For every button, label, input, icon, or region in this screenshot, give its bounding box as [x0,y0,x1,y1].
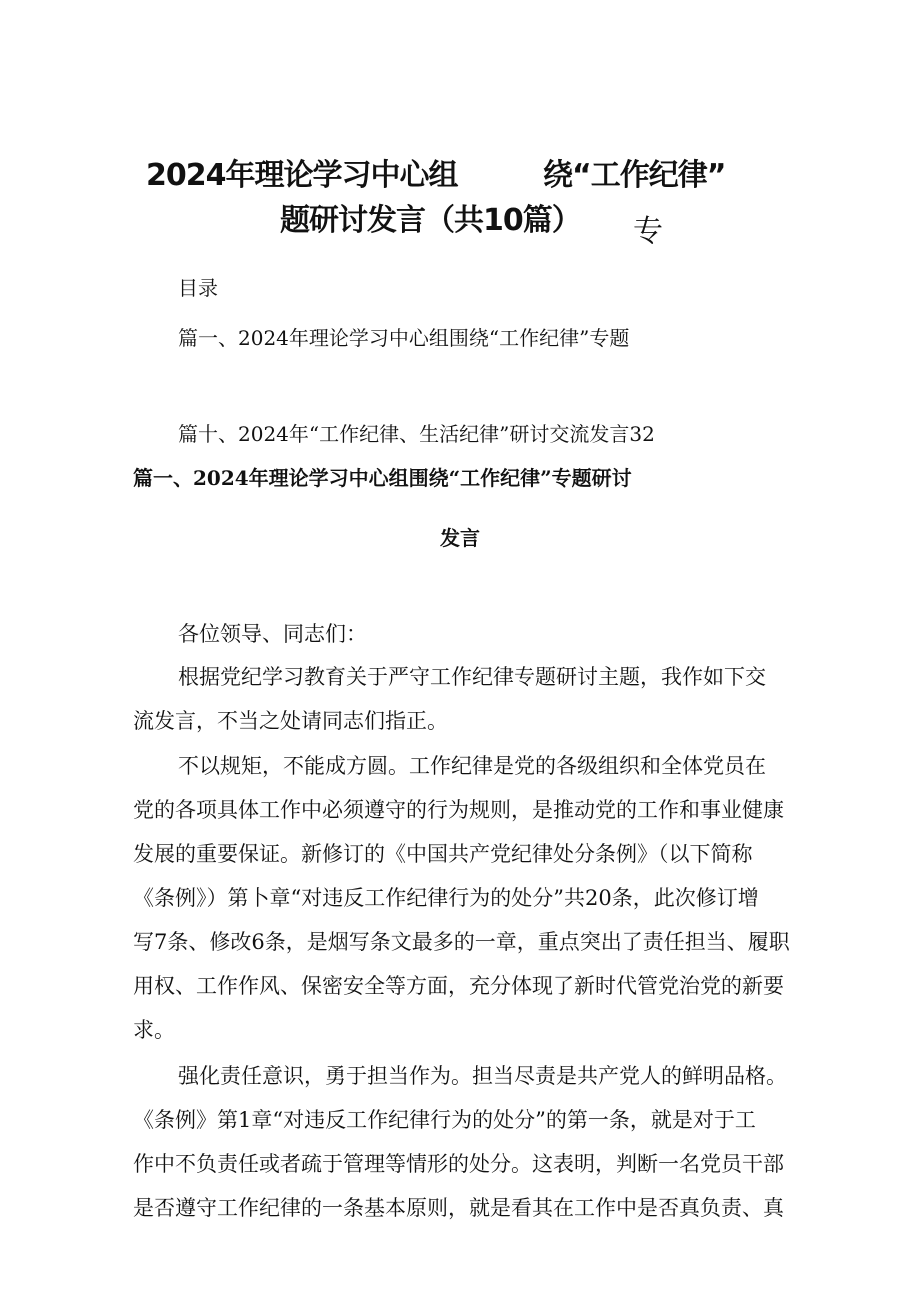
paragraph-3-line: 是否遵守工作纪律的一条基本原则，就是看其在工作中是否真负责、真 [133,1196,784,1220]
paragraph-2-line: 不以规矩，不能成方圆。工作纪律是党的各级组织和全体党员在 [178,754,766,778]
paragraph-1-line: 根据党纪学习教育关于严守工作纪律专题研讨主题，我作如下交 [178,665,766,689]
toc-item-10[interactable]: 篇十、2024年“工作纪律、生活纪律”研讨交流发言32 [178,422,655,446]
article-heading-line2: 发言 [440,526,480,550]
title-stray-character: 专 [633,214,662,249]
document-title-part1: 2024年理论学习中心组 [146,158,458,193]
paragraph-2-line: 写7条、修改6条，是烟写条文最多的一章，重点突出了责任担当、履职 [133,930,790,954]
paragraph-1-line: 流发言，不当之处请同志们指正。 [133,709,448,733]
toc-item-1[interactable]: 篇一、2024年理论学习中心组围绕“工作纪律”专题 [178,326,630,350]
paragraph-2-line: 《条例》）第卜章“对违反工作纪律行为的处分”共20条，此次修订增 [133,886,759,910]
paragraph-3-line: 强化责任意识，勇于担当作为。担当尽责是共产党人的鲜明品格。 [178,1064,787,1088]
greeting: 各位领导、同志们： [178,622,367,646]
toc-heading: 目录 [178,276,218,300]
paragraph-2-line: 求。 [133,1018,175,1042]
document-title-line2: 题研讨发言（共10篇） [280,203,581,238]
paragraph-2-line: 用权、工作作风、保密安全等方面，充分体现了新时代管党治党的新要 [133,974,784,998]
paragraph-2-line: 发展的重要保证。新修订的《中国共产党纪律处分条例》（以下简称 [133,842,753,866]
document-title-part2: 绕“工作纪律” [543,158,726,193]
paragraph-3-line: 《条例》第1章“对违反工作纪律行为的处分”的第一条，就是对于工 [133,1108,756,1132]
article-heading-line1: 篇一、2024年理论学习中心组围绕“工作纪律”专题研讨 [133,466,632,490]
paragraph-3-line: 作中不负责任或者疏于管理等情形的处分。这表明，判断一名党员干部 [133,1152,784,1176]
paragraph-2-line: 党的各项具体工作中必须遵守的行为规则，是推动党的工作和事业健康 [133,798,784,822]
